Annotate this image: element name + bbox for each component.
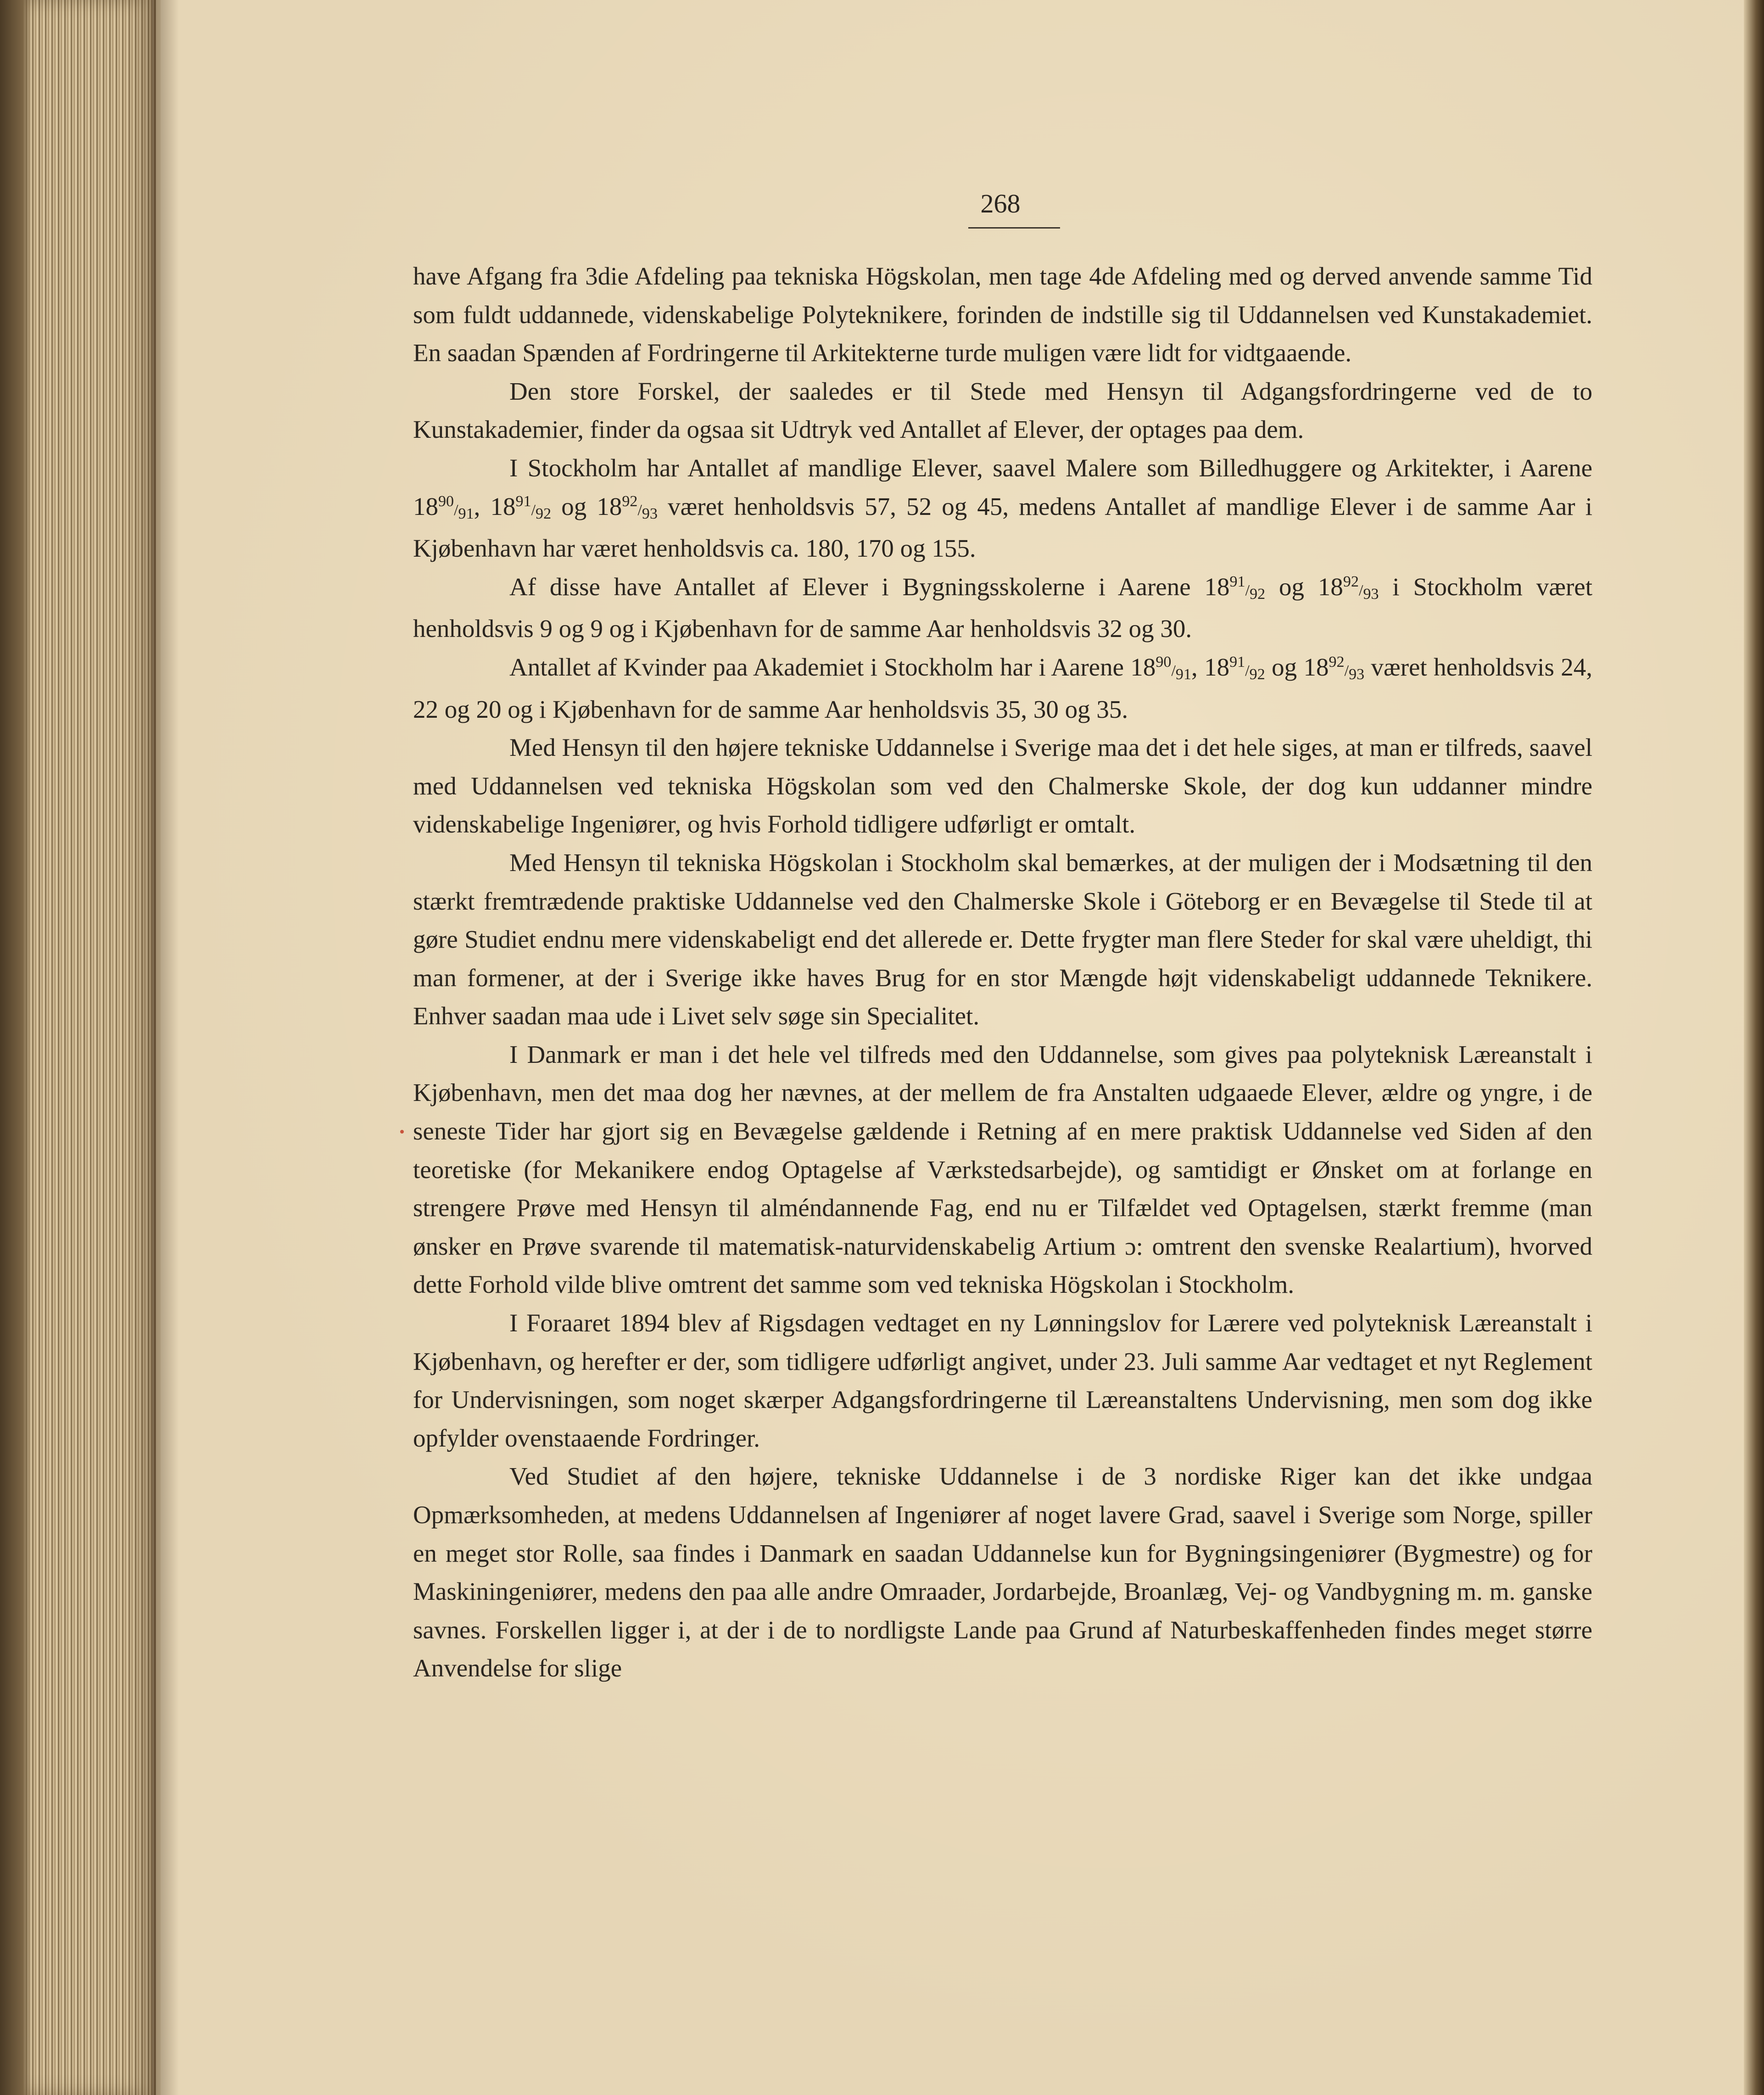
paragraph-4: Af disse have Antallet af Elever i Bygningsskolerne i Aarene 1891/92 og 1892/93 i Stockholm været henholdsvis 9 og 9 og i Kjøbenhavn for de samme Aar henholdsvis 32 og 30. bbox=[413, 572, 1592, 643]
body-text bbox=[413, 257, 1592, 1687]
paragraph-5: Antallet af Kvinder paa Akademiet i Stockholm har i Aarene 1890/91, 1891/92 og 1892/93 været henholdsvis 24, 22 og 20 og i Kjøbenhavn for de samme Aar henholdsvis 35, 30 og 35. bbox=[413, 653, 1593, 723]
paragraph-3: I Stockholm har Antallet af mandlige Elever, saavel Malere som Billedhuggere og Arkitekter, i Aarene 1890/91, 1891/92 og 1892/93 været henholdsvis 57, 52 og 45, medens Antallet af mandlige Elever i de samme Aar i Kjøbenhavn har været henholdsvis ca. 180, 170 og 155. bbox=[413, 453, 1593, 563]
year-fraction: 91/92 bbox=[1229, 573, 1266, 603]
page-number: 268 bbox=[980, 189, 1021, 218]
year-fraction: 91/92 bbox=[515, 492, 552, 523]
paragraph-8: I Danmark er man i det hele vel tilfreds med den Uddannelse, som gives paa polyteknisk Læreanstalt i Kjøbenhavn, men det maa dog her nævnes, at der mellem de fra Anstalten udgaaede Elever, ældre og yngre, i de seneste Tider har gjort sig en Bevægelse gældende i Retning af en mere praktisk Uddannelse ved Siden af den teoretiske (for Mekanikere endog Optagelse af Værkstedsarbejde), og samtidigt er Ønsket om at forlange en strengere Prøve med Hensyn til alméndannende Fag, end nu er Tilfældet ved Optagelsen, stærkt fremme (man ønsker en Prøve svarende til matematisk-naturvidenskabelig Artium ɔ: omtrent den svenske Realartium), hvorved dette Forhold vilde blive omtrent det samme som ved tekniska Högskolan i Stockholm. bbox=[413, 1040, 1592, 1299]
paragraph-2: Den store Forskel, der saaledes er til Stede med Hensyn til Adgangsfordringerne ved de to Kunstakademier, finder da ogsaa sit Udtryk ved Antallet af Elever, der optages paa dem. bbox=[413, 377, 1592, 444]
spine-shadow bbox=[151, 0, 179, 2095]
year-fraction: 92/93 bbox=[1343, 573, 1379, 603]
paragraph-9: I Foraaret 1894 blev af Rigsdagen vedtaget en ny Lønningslov for Lærere ved polyteknisk Læreanstalt i Kjøbenhavn, og herefter er der, som tidligere udførligt angivet, under 23. Juli samme Aar vedtaget et nyt Reglement for Undervisningen, som noget skærper Adgangsfordringerne til Læreanstaltens Undervisning, men som dog ikke opfylder ovenstaaende Fordringer. bbox=[413, 1309, 1592, 1452]
right-page-edge bbox=[1744, 0, 1764, 2095]
book-cover-edge bbox=[0, 0, 32, 2095]
paragraph-7: Med Hensyn til tekniska Högskolan i Stockholm skal bemærkes, at der muligen der i Modsætning til den stærkt fremtrædende praktiske Uddannelse ved den Chalmerske Skole i Göteborg er en Bevægelse til Stede til at gøre Studiet endnu mere videnskabeligt end det allerede er. Dette frygter man flere Steder for skal være uheldigt, thi man formener, at der i Sverige ikke haves Brug for en stor Mængde højt videnskabeligt uddannede Teknikere. Enhver saadan maa ude i Livet selv søge sin Specialitet. bbox=[413, 848, 1592, 1030]
year-fraction: 90/91 bbox=[1156, 654, 1191, 683]
year-fraction: 92/93 bbox=[622, 492, 658, 523]
paragraph-1: have Afgang fra 3die Afdeling paa tekniska Högskolan, men tage 4de Afdeling med og derved anvende samme Tid som fuldt uddannede, videnskabelige Polyteknikere, forinden de indstille sig til Uddannelsen ved Kunstakademiet. En saadan Spænden af Fordringerne til Arkitekterne turde muligen være lidt for vidtgaaende. bbox=[413, 262, 1592, 367]
margin-mark bbox=[400, 1130, 404, 1134]
paragraph-6: Med Hensyn til den højere tekniske Uddannelse i Sverige maa det i det hele siges, at man er tilfreds, saavel med Uddannelsen ved tekniska Högskolan som ved den Chalmerske Skole, der dog kun uddanner mindre videnskabelige Ingeniører, og hvis Forhold tidligere udførligt er omtalt. bbox=[413, 733, 1592, 838]
year-fraction: 92/93 bbox=[1329, 654, 1365, 683]
page-number-rule bbox=[968, 227, 1060, 229]
year-fraction: 91/92 bbox=[1229, 654, 1265, 683]
year-fraction: 90/91 bbox=[438, 492, 474, 523]
paragraph-10: Ved Studiet af den højere, tekniske Uddannelse i de 3 nordiske Riger kan det ikke undgaa Opmærksomheden, at medens Uddannelsen af Ingeniører af noget lavere Grad, saavel i Sverige som Norge, spiller en meget stor Rolle, saa findes i Danmark en saadan Uddannelse kun for Bygningsingeniører (Bygmestre) og for Maskiningeniører, medens den paa alle andre Omraader, Jordarbejde, Broanlæg, Vej- og Vandbygning m. m. ganske savnes. Forskellen ligger i, at der i de to nordligste Lande paa Grund af Naturbeskaffenheden findes meget større Anvendelse for slige bbox=[413, 1462, 1592, 1682]
